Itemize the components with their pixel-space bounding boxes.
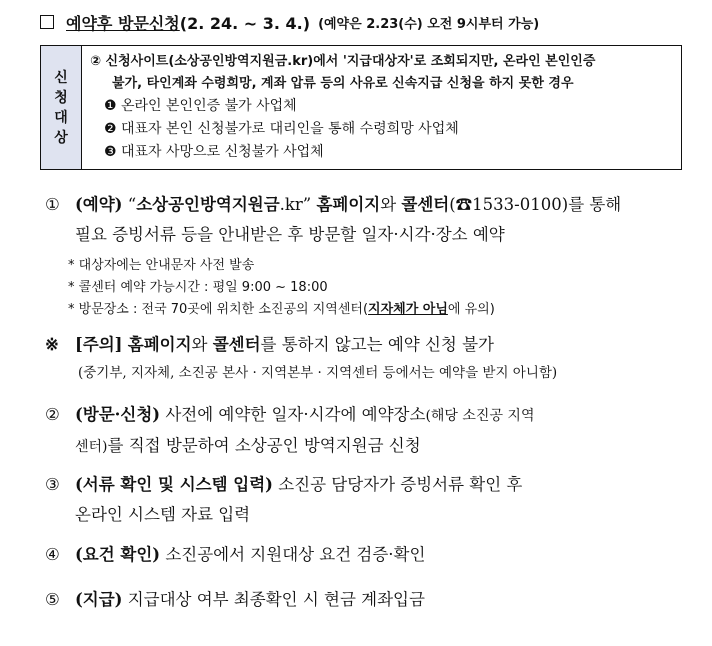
step-number: ⑤ [45, 590, 60, 609]
step-5-label: (지급) [75, 590, 123, 609]
step-2 [45, 400, 534, 462]
quote-open: “ [122, 195, 137, 214]
target-label [41, 46, 82, 169]
step-2-rest: 사전에 예약한 일자·시각에 예약장소 [160, 405, 426, 424]
title-bold-text: 예약후 방문신청 [66, 13, 180, 33]
note-place-emphasis: 지자체가 아님 [368, 302, 448, 317]
callcenter-label: 콜센터 [212, 335, 261, 354]
target-item: ❸ 대표자 사망으로 신청불가 사업체 [104, 144, 324, 160]
target-head [90, 51, 671, 95]
step-3 [45, 470, 522, 530]
step-1-rest: 를 통해 [568, 195, 622, 214]
note-place-end: 에 유의) [447, 302, 495, 317]
section-title [40, 10, 539, 34]
target-item: ❷ 대표자 본인 신청불가로 대리인을 통해 수령희망 사업체 [104, 121, 459, 137]
step-4 [45, 540, 425, 570]
homepage-label: 홈페이지 [127, 335, 192, 354]
step-number: ③ [45, 475, 60, 494]
title-note: (예약은 2.23(수) 오전 9시부터 가능) [318, 16, 540, 32]
title-main [66, 11, 310, 34]
target-item: ❶ 온라인 본인인증 불가 사업체 [104, 98, 297, 114]
step-3-line2: 온라인 시스템 자료 입력 [75, 505, 251, 524]
step-number: ② [45, 405, 60, 424]
callcenter-label: 콜센터 [401, 195, 450, 214]
site-name: 소상공인방역지원금 [136, 195, 280, 214]
step-1 [45, 190, 621, 250]
step-5-rest: 지급대상 여부 최종확인 시 현금 계좌입금 [122, 590, 425, 609]
quote-close: ” [302, 195, 317, 214]
conjunction: 와 [380, 195, 402, 214]
step-4-label: (요건 확인) [75, 545, 161, 564]
target-content [82, 46, 681, 169]
phone-number: (☎1533-0100) [449, 195, 569, 214]
caution-mark: ※ [45, 335, 59, 354]
checkbox-icon [40, 15, 54, 29]
step-5 [45, 585, 425, 615]
target-head-line2: 불가, 타인계좌 수령희망, 계좌 압류 등의 사유로 신속지급 신청을 하지 못한 경우 [112, 76, 574, 91]
note-sms: * 대상자에는 안내문자 사전 발송 [68, 258, 255, 273]
target-head-line1: ② 신청사이트(소상공인방역지원금.kr)에서 '지급대상자'로 조회되지만, 온라인 본인인증 [90, 54, 596, 69]
target-label-char: 신 [54, 69, 68, 86]
site-tld: .kr [279, 195, 303, 214]
step-2-paren: (해당 소진공 지역 [425, 408, 535, 424]
target-box [40, 45, 682, 170]
step-2-label: (방문·신청) [75, 405, 161, 424]
target-label-char: 청 [54, 89, 68, 106]
step-number: ④ [45, 545, 60, 564]
note-place-text: * 방문장소 : 전국 70곳에 위치한 소진공의 지역센터( [68, 302, 369, 317]
note-hours: * 콜센터 예약 가능시간 : 평일 9:00 ~ 18:00 [68, 280, 328, 295]
title-period: (2. 24. ~ 3. 4.) [179, 13, 311, 33]
step-number: ① [45, 195, 60, 214]
target-label-char: 상 [54, 129, 68, 146]
note-place [68, 299, 495, 321]
caution-label: [주의] [75, 335, 123, 354]
caution [45, 330, 494, 360]
caution-rest: 를 통하지 않고는 예약 신청 불가 [260, 335, 494, 354]
step-1-label: (예약) [75, 195, 123, 214]
step-3-rest: 소진공 담당자가 증빙서류 확인 후 [272, 475, 523, 494]
caution-detail: (중기부, 지자체, 소진공 본사 · 지역본부 · 지역센터 등에서는 예약을 받지 아니함) [78, 365, 558, 381]
target-label-char: 대 [54, 109, 68, 126]
step-3-label: (서류 확인 및 시스템 입력) [75, 475, 273, 494]
step-1-line2: 필요 증빙서류 등을 안내받은 후 방문할 일자·시각·장소 예약 [75, 225, 505, 244]
conjunction: 와 [191, 335, 213, 354]
step-2-line2: 를 직접 방문하여 소상공인 방역지원금 신청 [107, 436, 421, 455]
homepage-label: 홈페이지 [316, 195, 381, 214]
step-4-rest: 소진공에서 지원대상 요건 검증·확인 [160, 545, 426, 564]
step-2-paren-end: 센터) [75, 439, 108, 455]
